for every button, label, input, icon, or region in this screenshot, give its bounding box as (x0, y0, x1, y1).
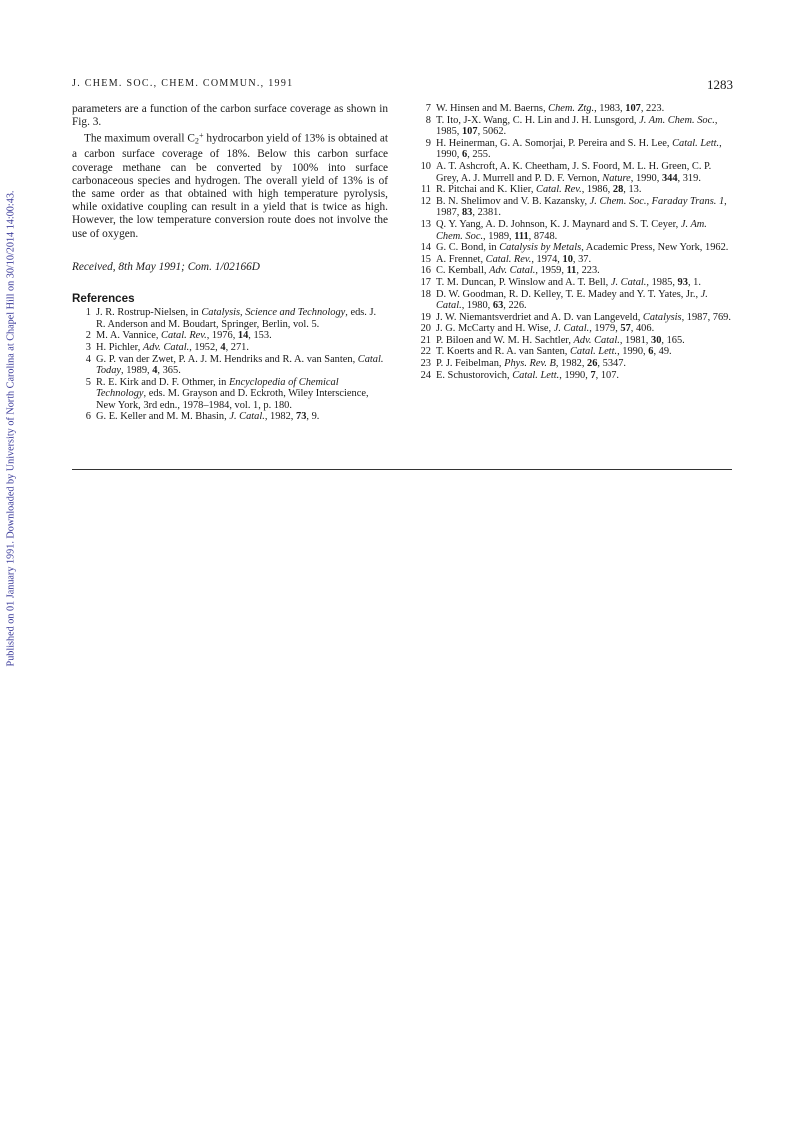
reference-number: 10 (420, 160, 431, 172)
reference-item (412, 219, 733, 242)
reference-bold-text: 28 (612, 184, 624, 196)
reference-item (412, 289, 733, 312)
reference-item (412, 358, 733, 370)
reference-bold-text: 14 (237, 330, 249, 342)
reference-bold-text: 83 (461, 207, 473, 219)
reference-item (412, 346, 733, 358)
reference-number: 21 (420, 334, 431, 346)
reference-number: 9 (425, 137, 431, 149)
reference-item (412, 277, 733, 289)
paragraph-text: The maximum overall C (84, 133, 195, 146)
reference-italic-text: Adv. Catal. (573, 334, 620, 346)
reference-italic-text: J. Catal. (553, 323, 590, 335)
body-paragraph (72, 129, 388, 240)
body-paragraph: parameters are a function of the carbon surface coverage as shown in Fig. 3. (72, 103, 388, 129)
references-heading: References (72, 291, 135, 305)
reference-number: 3 (85, 341, 91, 353)
reference-bold-text: 4 (220, 341, 226, 353)
reference-text: J. W. Niemantsverdriet and A. D. van Langeveld, Catalysis, 1987, 769. (436, 311, 731, 323)
reference-italic-text: J. Catal. (229, 411, 265, 423)
right-column (412, 103, 733, 381)
reference-item (72, 342, 388, 354)
reference-item (412, 161, 733, 184)
reference-item (412, 254, 733, 266)
reference-number: 8 (425, 114, 431, 126)
reference-bold-text: 4 (152, 365, 158, 377)
reference-list (412, 103, 733, 381)
running-head: J. CHEM. SOC., CHEM. COMMUN., 1991 (72, 78, 294, 89)
reference-number: 18 (420, 288, 431, 300)
reference-italic-text: Catal. Rev. (536, 184, 582, 196)
reference-bold-text: 111 (514, 230, 529, 242)
reference-text: W. Hinsen and M. Baerns, Chem. Ztg., 1983, 107, 223. (436, 103, 665, 114)
received-line: Received, 8th May 1991; Com. 1/02166D (72, 260, 260, 273)
subscript: 2 (194, 137, 199, 147)
reference-italic-text: Catal. Rev. (161, 330, 207, 342)
reference-bold-text: 6 (461, 149, 468, 161)
reference-italic-text: Adv. Catal. (142, 341, 190, 353)
reference-item (412, 184, 733, 196)
reference-italic-text: Adv. Catal. (489, 265, 536, 277)
superscript: + (198, 131, 204, 141)
reference-item (412, 242, 733, 254)
reference-italic-text: Catal. Lett. (672, 137, 720, 149)
reference-item (72, 307, 388, 330)
reference-number: 13 (420, 218, 431, 230)
reference-bold-text: 11 (566, 265, 577, 277)
reference-item (412, 196, 733, 219)
reference-italic-text: Catalysis by Metals (499, 242, 582, 254)
reference-text: R. E. Kirk and D. F. Othmer, in Encyclopedia of Chemical Technology, eds. M. Grayson and D. Eckroth, Wiley Interscience, New York, 3rd edn., 1978–1984, vol. 1, p. 180. (96, 376, 369, 411)
reference-item (412, 323, 733, 335)
reference-number: 12 (420, 195, 431, 207)
bottom-rule (72, 469, 732, 470)
reference-bold-text: 10 (562, 253, 573, 265)
reference-list (72, 307, 388, 423)
reference-number: 1 (85, 307, 91, 319)
reference-number: 22 (420, 346, 431, 358)
reference-number: 6 (85, 411, 91, 423)
reference-item (412, 312, 733, 324)
reference-item (412, 138, 733, 161)
reference-text: G. E. Keller and M. M. Bhasin, J. Catal., 1982, 73, 9. (96, 411, 320, 423)
reference-text: M. A. Vannice, Catal. Rev., 1976, 14, 153. (96, 330, 272, 342)
reference-number: 23 (420, 358, 431, 370)
reference-number: 17 (420, 276, 431, 288)
reference-bold-text: 26 (587, 358, 598, 370)
reference-item (412, 115, 733, 138)
reference-item (412, 370, 733, 382)
reference-text: T. Koerts and R. A. van Santen, Catal. Lett., 1990, 6, 49. (436, 346, 672, 358)
reference-number: 2 (85, 330, 91, 342)
reference-item (412, 103, 733, 115)
reference-number: 20 (420, 323, 431, 335)
reference-text: T. M. Duncan, P. Winslow and A. T. Bell, J. Catal., 1985, 93, 1. (436, 276, 701, 288)
reference-bold-text: 30 (651, 334, 662, 346)
reference-italic-text: Catal. Rev. (485, 253, 532, 265)
reference-text: Q. Y. Yang, A. D. Johnson, K. J. Maynard and S. T. Ceyer, J. Am. Chem. Soc., 1989, 111, 8748. (436, 218, 707, 242)
download-watermark (2, 158, 20, 698)
reference-number: 7 (425, 103, 431, 114)
reference-bold-text: 93 (677, 276, 688, 288)
reference-text: E. Schustorovich, Catal. Lett., 1990, 7, 107. (436, 369, 620, 381)
reference-text: D. W. Goodman, R. D. Kelley, T. E. Madey and Y. T. Yates, Jr., J. Catal., 1980, 63, 226. (436, 288, 708, 312)
reference-item (72, 354, 388, 377)
page-number: 1283 (707, 77, 733, 92)
reference-text: J. R. Rostrup-Nielsen, in Catalysis, Science and Technology, eds. J. R. Anderson and M. Boudart, Springer, Berlin, vol. 5. (96, 307, 377, 330)
reference-italic-text: Encyclopedia of Chemical Technology (96, 376, 339, 400)
reference-italic-text: Chem. Ztg. (548, 103, 595, 114)
reference-text: P. Biloen and W. M. H. Sachtler, Adv. Catal., 1981, 30, 165. (436, 334, 685, 346)
reference-text: R. Pitchai and K. Klier, Catal. Rev., 1986, 28, 13. (436, 184, 642, 196)
reference-item (72, 330, 388, 342)
reference-bold-text: 6 (648, 346, 654, 358)
reference-italic-text: J. Catal. (610, 276, 647, 288)
reference-number: 4 (85, 353, 91, 365)
reference-number: 11 (420, 184, 431, 196)
left-column (72, 103, 388, 423)
reference-text: H. Heinerman, G. A. Somorjai, P. Pereira and S. H. Lee, Catal. Lett., 1990, 6, 255. (436, 137, 722, 161)
reference-italic-text: Catalysis, Science and Technology (201, 307, 346, 319)
reference-italic-text: Catal. Lett. (570, 346, 618, 358)
reference-italic-text: Catalysis (642, 311, 682, 323)
reference-bold-text: 63 (492, 300, 504, 312)
reference-italic-text: Phys. Rev. B (504, 358, 556, 370)
reference-number: 19 (420, 311, 431, 323)
reference-text: B. N. Shelimov and V. B. Kazansky, J. Chem. Soc., Faraday Trans. 1, 1987, 83, 2381. (436, 195, 727, 219)
reference-text: J. G. McCarty and H. Wise, J. Catal., 1979, 57, 406. (436, 323, 655, 335)
reference-bold-text: 57 (620, 323, 631, 335)
reference-text: G. P. van der Zwet, P. A. J. M. Hendriks and R. A. van Santen, Catal. Today, 1989, 4, 365. (96, 353, 384, 377)
reference-italic-text: J. Am. Chem. Soc. (436, 218, 707, 242)
reference-text: H. Pichler, Adv. Catal., 1952, 4, 271. (96, 341, 249, 353)
reference-bold-text: 344 (661, 172, 678, 184)
reference-text: G. C. Bond, in Catalysis by Metals, Academic Press, New York, 1962. (436, 242, 729, 254)
reference-bold-text: 107 (625, 103, 641, 114)
reference-number: 15 (420, 253, 431, 265)
reference-italic-text: Catal. Today (96, 353, 384, 377)
reference-italic-text: Catal. Lett. (512, 369, 560, 381)
reference-number: 24 (420, 369, 431, 381)
reference-italic-text: Nature (602, 172, 631, 184)
reference-item (412, 265, 733, 277)
reference-text: A. Frennet, Catal. Rev., 1974, 10, 37. (436, 253, 592, 265)
reference-text: C. Kemball, Adv. Catal., 1959, 11, 223. (436, 265, 600, 277)
reference-number: 16 (420, 265, 431, 277)
reference-number: 5 (85, 376, 91, 388)
reference-italic-text: J. Am. Chem. Soc. (639, 114, 715, 126)
reference-italic-text: J. Chem. Soc., Faraday Trans. 1 (589, 195, 725, 207)
reference-bold-text: 107 (461, 126, 478, 138)
download-watermark-text: Published on 01 January 1991. Downloaded by University of North Carolina at Chapel Hill on 30/10/2014 14:00:43. (5, 190, 17, 666)
reference-number: 14 (420, 242, 431, 254)
reference-text: A. T. Ashcroft, A. K. Cheetham, J. S. Foord, M. L. H. Green, C. P. Grey, A. J. Murrell and P. D. F. Vernon, Nature, 1990, 344, 319. (436, 160, 712, 184)
reference-item (72, 377, 388, 412)
reference-bold-text: 7 (590, 369, 596, 381)
reference-text: P. J. Feibelman, Phys. Rev. B, 1982, 26, 5347. (436, 358, 626, 370)
reference-item (72, 411, 388, 423)
paragraph-text: hydrocarbon yield of 13% is obtained at a carbon surface coverage of 18%. Below this carbon surface coverage methane can be converted by 100% into surface carbonaceous species and hydrogen. The overall yield of 13% is of the same order as that obtained with high temperature pyrolysis, while oxidative coupling can result in a yield that is twice as high. However, the low temperature conversion route does not involve the use of oxygen. (72, 133, 389, 240)
reference-italic-text: J. Catal. (436, 288, 708, 312)
reference-item (412, 335, 733, 347)
reference-bold-text: 73 (296, 411, 307, 423)
reference-text: T. Ito, J-X. Wang, C. H. Lin and J. H. Lunsgord, J. Am. Chem. Soc., 1985, 107, 5062. (436, 114, 718, 138)
